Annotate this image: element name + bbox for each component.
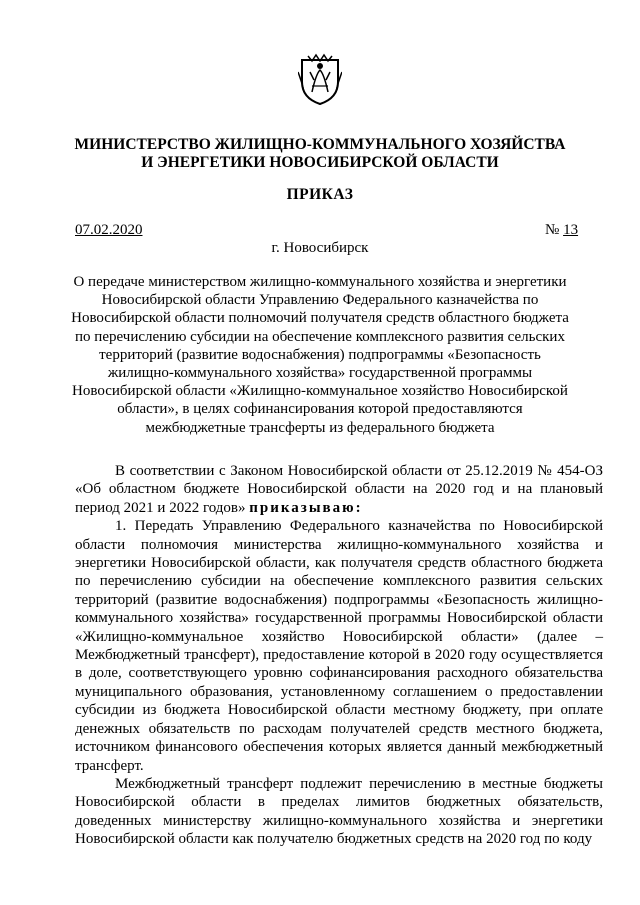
number-label: № <box>545 222 560 238</box>
order-number <box>545 222 578 239</box>
item-2-paragraph: Межбюджетный трансферт подлежит перечислению в местные бюджеты Новосибирской области в пределах лимитов бюджетных обязательств, доведенных министерству жилищно-коммунального хозяйства и энергетики Новосибирской области как получателю бюджетных средств на 2020 год по коду <box>75 775 603 848</box>
order-date: 07.02.2020 <box>75 222 143 238</box>
ministry-title <box>60 136 580 172</box>
intro-paragraph <box>75 462 603 517</box>
item-1-paragraph: 1. Передать Управлению Федерального казначейства по Новосибирской области полномочия министерства жилищно-коммунального хозяйства и энергетики Новосибирской области, как получателя средств областного бюджета по перечислению субсидии на обеспечение комплексного развития сельских территорий (развитие водоснабжения) подпрограммы «Безопасность жилищно-коммунального хозяйства» государственной программы Новосибирской области «Жилищно-коммунальное хозяйство Новосибирской области» (далее – Межбюджетный трансферт), предоставление которой в 2020 году осуществляется в доле, соответствующего уровню софинансирования расходного обязательства муниципального образования, установленному соглашением о предоставлении субсидии из бюджета Новосибирской области местному бюджету, при оплате денежных обязательств по расходам получателей средств местного бюджета, источником финансового обеспечения которых является данный межбюджетный трансферт. <box>75 518 603 774</box>
coat-of-arms-icon <box>298 52 342 106</box>
number-value: 13 <box>563 222 579 238</box>
intro-text: В соответствии с Законом Новосибирской области от 25.12.2019 № 454-ОЗ «Об областном бюджете Новосибирской области на 2020 год и на плановый период 2021 и 2022 годов» <box>75 463 603 516</box>
ministry-title-line-2: И ЭНЕРГЕТИКИ НОВОСИБИРСКОЙ ОБЛАСТИ <box>141 154 499 171</box>
ministry-title-line-1: МИНИСТЕРСТВО ЖИЛИЩНО-КОММУНАЛЬНОГО ХОЗЯЙСТВА <box>74 136 566 153</box>
order-subject: О передаче министерством жилищно-коммунального хозяйства и энергетики Новосибирской области Управлению Федерального казначейства по Новосибирской области полномочий получателя средств областного бюджета по перечислению субсидии на обеспечение комплексного развития сельских территорий (развитие водоснабжения) подпрограммы «Безопасность жилищно-коммунального хозяйства» государственной программы Новосибирской области «Жилищно-коммунальное хозяйство Новосибирской области», в целях софинансирования которой предоставляются межбюджетные трансферты из федерального бюджета <box>71 274 569 436</box>
order-city: г. Новосибирск <box>271 240 369 256</box>
document-type: ПРИКАЗ <box>286 186 354 203</box>
order-body <box>75 462 603 849</box>
order-word: приказываю: <box>249 499 363 516</box>
